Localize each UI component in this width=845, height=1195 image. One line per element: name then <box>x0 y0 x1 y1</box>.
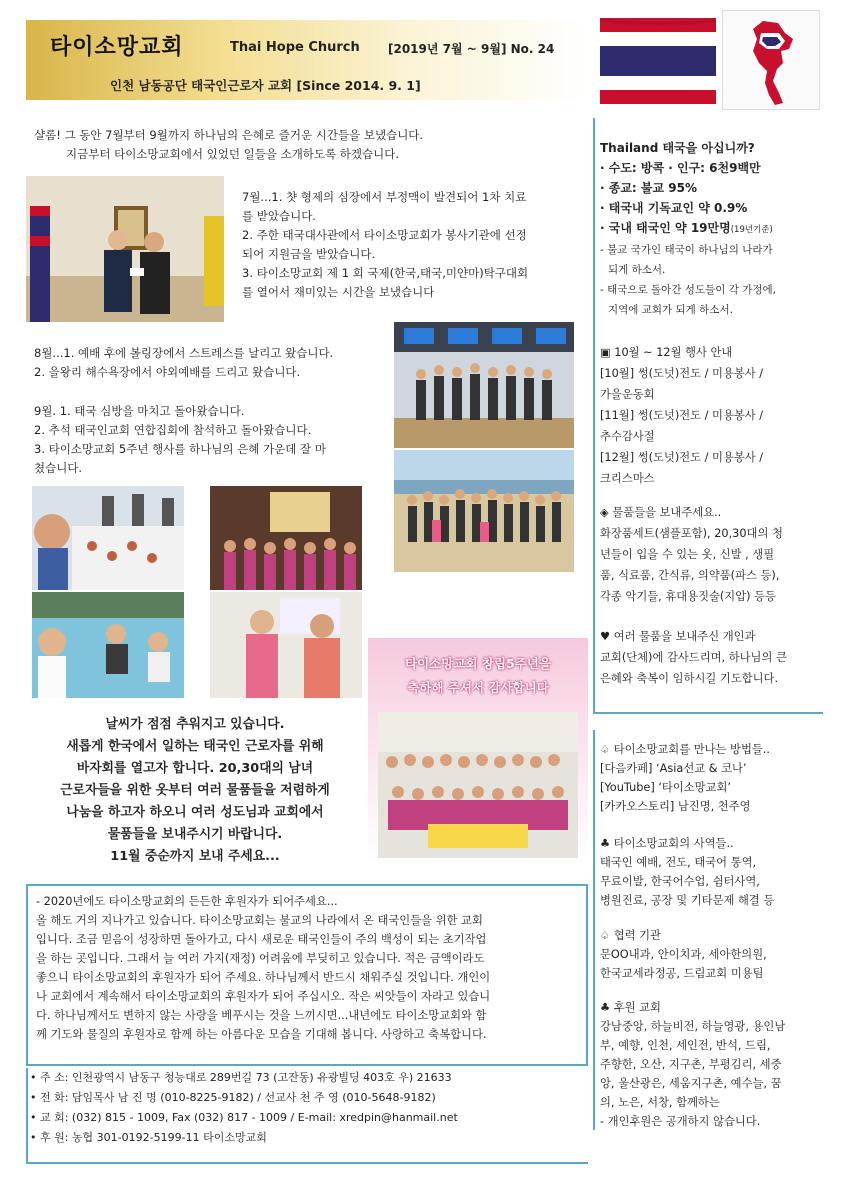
september-text: 9월. 1. 태국 심방을 마치고 돌아왔습니다. 2. 추석 태국인교회 연합집회에 참석하고 돌아왔습니다. 3. 타이소망교회 5주년 행사를 하나님의 은혜 가운데 잘 마 쳤습니다. <box>34 404 326 475</box>
contact-account: • 후 원: 농협 301-0192-5199-11 타이소망교회 <box>30 1131 267 1144</box>
thanks-note: ♥ 여러 물품을 보내주신 개인과 교회(단체)에 감사드리며, 하나님의 큰 은혜와 축복이 임하시길 기도합니다. <box>600 630 787 685</box>
thailand-info: Thailand 태국을 아십니까? · 수도: 방콕 · 인구: 6천9백만 · 종교: 불교 95% · 태국내 기독교인 약 0.9% · 국내 태국인 약 19만명(19년기준) - 불교 국가인 태국이 하나님의 나라가 되게 하소서. - 태국으로 돌아간 성도들이 각 가정에, 지역에 교회가 되게 하소서. <box>600 141 776 316</box>
contact-phone: • 전 화: 담임목사 남 진 명 (010-8225-9182) / 선교사 천 주 영 (010-5648-9182) <box>30 1091 436 1104</box>
events-info: ▣ 10월 ~ 12월 행사 안내 [10월] 썽(도넛)전도 / 미용봉사 / 가을운동회 [11월] 썽(도넛)전도 / 미용봉사 / 추수감사절 [12월] 썽(도넛)전도 / 미용봉사 / 크리스마스 <box>600 346 764 485</box>
intro-text: 샬롬! 그 동안 7월부터 9월까지 하나님의 은혜로 즐거운 시간들을 보냈습니다. 지금부터 타이소망교회에서 있었던 일들을 소개하도록 하겠습니다. <box>34 128 424 161</box>
support-churches-list: ♣ 후원 교회 강남중앙, 하늘비전, 하늘영광, 용인남 부, 예향, 인천, 세인전, 반석, 드림, 주향한, 오산, 지구촌, 부평김리, 세중 앙, 울산광은, 세움지구촌, 예수늘, 꿈 의, 노은, 서창, 함께하는 - 개인후원은 공개하지 않습니다. <box>600 1001 786 1128</box>
ministry-list: ♣ 타이소망교회의 사역들.. 태국인 예배, 전도, 태국어 통역, 무료이발, 한국어수업, 쉼터사역, 병원진료, 공장 및 기타문제 해결 등 <box>600 837 775 907</box>
photo-bowling <box>394 322 574 448</box>
anniversary-banner-text: 타이소망교회 창립5주년을 축하해 주셔서 감사합니다 <box>405 656 551 695</box>
july-text: 7월...1. 챳 형제의 심장에서 부정맥이 발견되어 1차 치료 를 받았습니다. 2. 주한 태국대사관에서 타이소망교회가 봉사기관에 선정 되어 지원금을 받았습니다. 3. 타이소망교회 제 1 회 국제(한국,태국,미얀마)탁구대회 를 열어서 재미있는 시간을 보냈습니다 <box>242 190 529 299</box>
photo-speakers <box>210 592 362 698</box>
meet-ways: ♤ 타이소망교회를 만나는 방법들.. [다음카페] ‘Asia선교 & 코나’ [YouTube] ‘타이소망교회’ [카카오스토리] 남진명, 천주영 <box>600 743 770 813</box>
right-column-divider <box>593 730 595 1130</box>
contact-church: • 교 회: (032) 815 - 1009, Fax (032) 817 - 1009 / E-mail: xredpin@hanmail.net <box>30 1111 458 1124</box>
anniversary-banner <box>368 638 588 862</box>
newsletter-title-en: Thai Hope Church <box>230 40 360 55</box>
photo-beach <box>394 450 574 572</box>
goods-request: ◈ 물품들을 보내주세요.. 화장품세트(샘플포함), 20,30대의 청 년들이 입을 수 있는 옷, 신발 , 생필 품, 식료품, 간식류, 의약품(파스 등), 각종 악기들, 휴대용짓술(지압) 등등 <box>600 506 783 603</box>
photo-meal <box>32 486 184 590</box>
contact-divider-bottom <box>26 1162 588 1164</box>
contact-address: • 주 소: 인천광역시 남동구 청능대로 289번길 73 (고잔동) 유광빌딩 403호 우) 21633 <box>30 1071 452 1084</box>
contact-divider-left <box>26 1068 28 1164</box>
photo-anniversary-group <box>378 712 578 858</box>
thailand-map-icon <box>722 10 820 110</box>
newsletter-subtitle: 인천 남동공단 태국인근로자 교회 [Since 2014. 9. 1] <box>110 78 421 93</box>
photo-embassy <box>26 176 224 322</box>
thai-flag-icon <box>600 18 716 104</box>
donation-appeal: - 2020년에도 타이소망교회의 든든한 후원자가 되어주세요... 올 해도 거의 지나가고 있습니다. 타이소망교회는 불교의 나라에서 온 태국인들을 위한 교회 입니다. 조금 믿음이 성장하면 돌아가고, 다시 새로운 태국인들이 주의 백성이 되는 초기작업 을 하는 곳입니다. 그래서 늘 여러 가지(재정) 어려움에 부딪히고 있습니다. 적은 금액이라도 좋으니 타이소망교회의 후원자가 되어 주세요. 하나님께서 반드시 채워주실 것입니다. 개인이 나 교회에서 계속해서 타이소망교회의 후원자가 되어 주십시오. 작은 씨앗들이 자라고 있습니 다. 하나님께서도 변하지 않는 사랑을 베푸시는 것을 느끼시면...내년에도 타이소망교회와 함 께 기도와 물질의 후원자로 함께 하는 아름다운 모습을 기대해 봅니다. 사랑하고 축복합니다. <box>26 884 588 1066</box>
photo-worship <box>210 486 362 590</box>
photo-pool <box>32 592 184 698</box>
contact-info <box>30 1068 458 1148</box>
partners-list: ♤ 협력 기관 문OO내과, 안이치과, 세아한의원, 한국교세라정공, 드림교회 미용팀 <box>600 929 767 980</box>
bazaar-message: 날씨가 점점 추워지고 있습니다. 새롭게 한국에서 일하는 태국인 근로자를 위해 바자회를 열고자 합니다. 20,30대의 남녀 근로자들을 위한 옷부터 여러 물품들을 저렴하게 나눔을 하고자 하오니 여러 성도님과 교회에서 물품들을 보내주시기 바랍니다. 11월 중순까지 보내 주세요... <box>60 717 330 864</box>
issue-date: [2019년 7월 ~ 9월] No. 24 <box>388 42 555 56</box>
august-text: 8월...1. 예배 후에 볼링장에서 스트레스를 날리고 왔습니다. 2. 을왕리 해수욕장에서 야외예배를 드리고 왔습니다. <box>34 346 334 379</box>
newsletter-title: 타이소망교회 <box>50 35 184 60</box>
